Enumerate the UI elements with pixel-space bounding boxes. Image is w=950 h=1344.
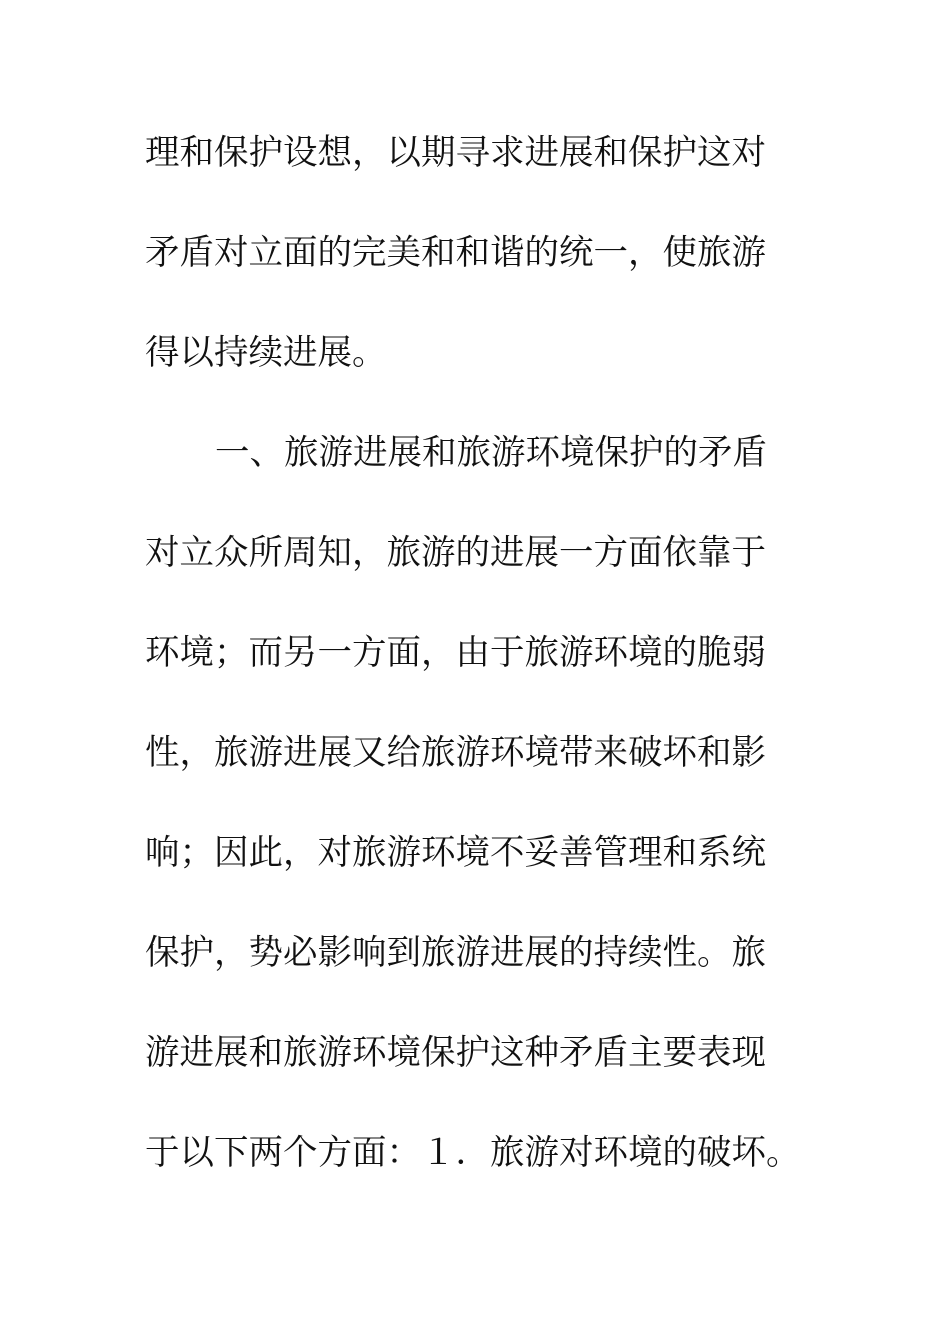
text-line-2: 矛盾对立面的完美和和谐的统一，使旅游	[145, 233, 766, 273]
text-line-3: 得以持续进展。	[145, 333, 387, 373]
text-line-8: 响；因此，对旅游环境不妥善管理和系统	[145, 833, 766, 873]
text-line-5: 对立众所周知，旅游的进展一方面依靠于	[145, 533, 766, 573]
text-line-6: 环境；而另一方面，由于旅游环境的脆弱	[145, 633, 766, 673]
text-line-1: 理和保护设想，以期寻求进展和保护这对	[145, 133, 766, 173]
text-line-9: 保护，势必影响到旅游进展的持续性。旅	[145, 933, 766, 973]
text-line-7: 性，旅游进展又给旅游环境带来破坏和影	[145, 733, 766, 773]
section-heading-line: 一、旅游进展和旅游环境保护的矛盾	[215, 433, 767, 473]
text-line-10: 游进展和旅游环境保护这种矛盾主要表现	[145, 1033, 766, 1073]
text-line-11: 于以下两个方面：１．旅游对环境的破坏。	[145, 1133, 801, 1173]
